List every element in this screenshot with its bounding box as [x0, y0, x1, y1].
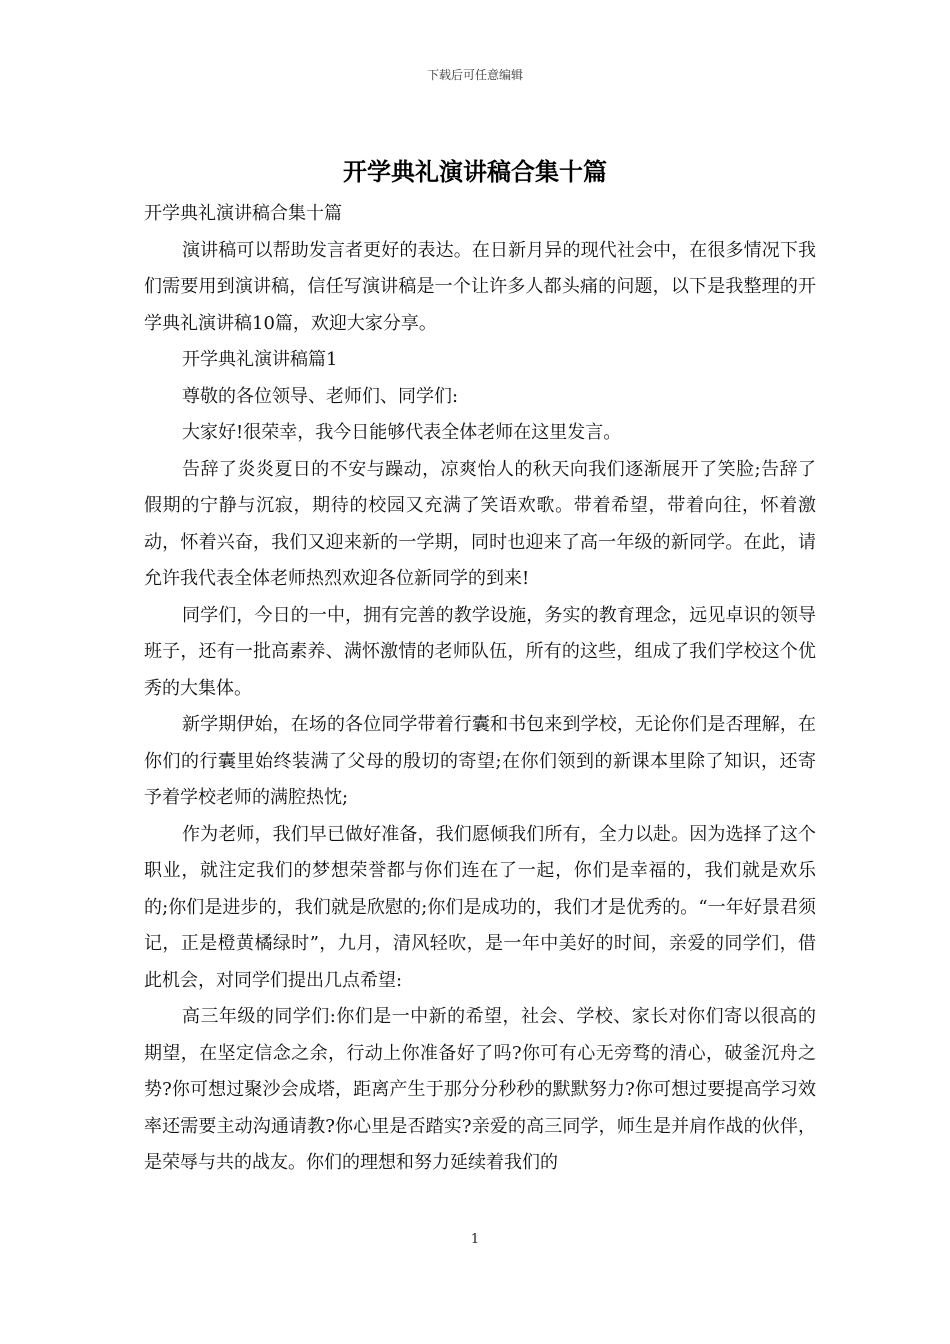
paragraph: 大家好!很荣幸，我今日能够代表全体老师在这里发言。 [182, 422, 622, 443]
paragraph: 同学们，今日的一中，拥有完善的教学设施，务实的教育理念，远见卓识的领导班子，还有一批高素养、满怀激情的老师队伍，所有的这些，组成了我们学校这个优秀的大集体。 [144, 604, 816, 699]
document-body [144, 196, 816, 1182]
paragraph: 新学期伊始，在场的各位同学带着行囊和书包来到学校，无论你们是否理解，在你们的行囊里始终装满了父母的殷切的寄望;在你们领到的新课本里除了知识，还寄予着学校老师的满腔热忱; [144, 714, 816, 808]
document-title: 开学典礼演讲稿合集十篇 [343, 157, 607, 186]
header-note: 下载后可任意编辑 [426, 68, 523, 82]
subtitle-line: 开学典礼演讲稿合集十篇 [144, 203, 342, 224]
page-number: 1 [470, 1232, 480, 1247]
section-heading: 开学典礼演讲稿篇1 [182, 349, 338, 370]
paragraph: 作为老师，我们早已做好准备，我们愿倾我们所有，全力以赴。因为选择了这个职业，就注定我们的梦想荣誉都与你们连在了一起，你们是幸福的，我们就是欢乐的;你们是进步的，我们就是欣慰的;你们是成功的，我们才是优秀的。“一年好景君须记，正是橙黄橘绿时”，九月，清风轻吹，是一年中美好的时间，亲爱的同学们，借此机会，对同学们提出几点希望: [144, 823, 816, 991]
salutation: 尊敬的各位领导、老师们、同学们: [182, 385, 459, 407]
paragraph: 告辞了炎炎夏日的不安与躁动，凉爽怡人的秋天向我们逐渐展开了笑脸;告辞了假期的宁静与沉寂，期待的校园又充满了笑语欢歌。带着希望，带着向往，怀着激动，怀着兴奋，我们又迎来新的一学期，同时也迎来了高一年级的新同学。在此，请允许我代表全体老师热烈欢迎各位新同学的到来! [144, 458, 816, 589]
paragraph: 演讲稿可以帮助发言者更好的表达。在日新月异的现代社会中，在很多情况下我们需要用到演讲稿，信任写演讲稿是一个让许多人都头痛的问题，以下是我整理的开学典礼演讲稿10篇，欢迎大家分享。 [144, 239, 816, 334]
paragraph: 高三年级的同学们:你们是一中新的希望，社会、学校、家长对你们寄以很高的期望，在坚定信念之余，行动上你准备好了吗?你可有心无旁骛的清心，破釜沉舟之势?你可想过聚沙会成塔，距离产生于那分分秒秒的默默努力?你可想过要提高学习效率还需要主动沟通请教?你心里是否踏实?亲爱的高三同学，师生是并肩作战的伙伴，是荣辱与共的战友。你们的理想和努力延续着我们的 [144, 1006, 817, 1173]
